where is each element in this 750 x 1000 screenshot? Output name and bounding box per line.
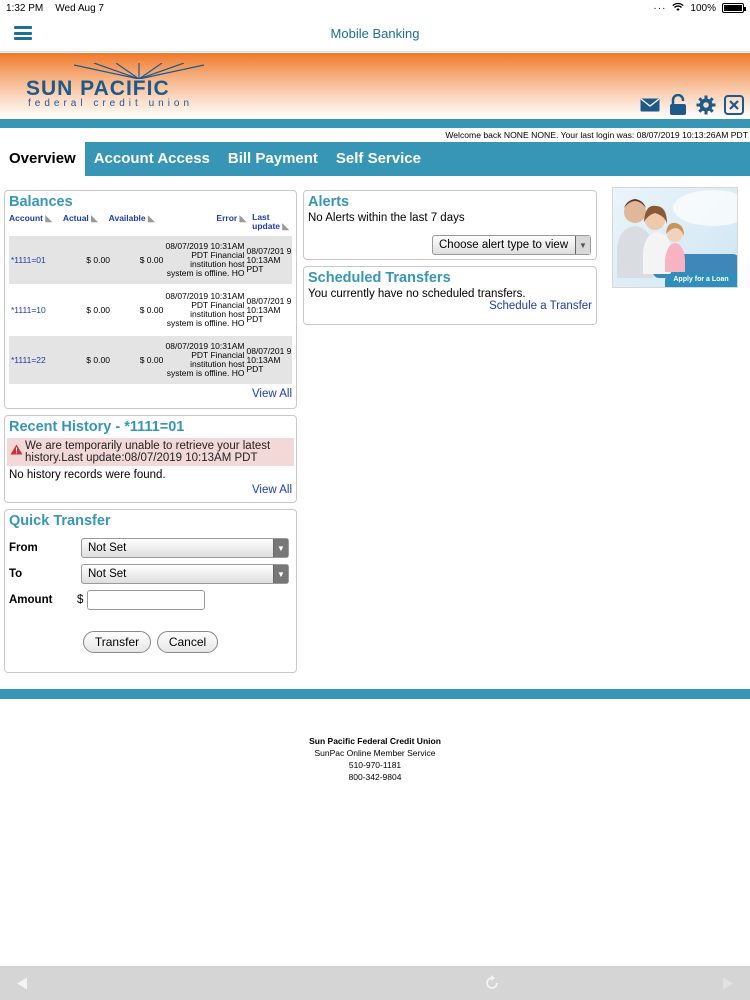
tab-overview[interactable]: Overview	[0, 142, 85, 176]
scheduled-transfers-title: Scheduled Transfers	[308, 270, 451, 286]
last-update: 08/07/201 9 10:13AM PDT	[246, 345, 292, 374]
error-text: 08/07/2019 10:31AM PDT Financial institution host system is offline. HO	[165, 341, 245, 378]
from-label: From	[9, 542, 38, 554]
dots-icon: ···	[653, 2, 667, 14]
actual-balance: $ 0.00	[86, 255, 110, 265]
mail-icon[interactable]	[640, 95, 660, 115]
history-view-all-link[interactable]: View All	[251, 484, 292, 496]
footer-service: SunPac Online Member Service	[314, 748, 436, 758]
col-actual[interactable]: Actual ◣	[62, 213, 98, 223]
footer-phone-2: 800-342-9804	[348, 772, 402, 782]
alerts-message: No Alerts within the last 7 days	[308, 212, 465, 224]
header-banner	[0, 53, 750, 119]
chevron-down-icon: ▼	[273, 539, 288, 557]
alert-type-value: Choose alert type to view	[439, 239, 569, 251]
apply-loan-banner[interactable]	[612, 187, 738, 288]
sort-icon: ◣	[239, 213, 247, 223]
status-date: Wed Aug 7	[55, 2, 104, 14]
history-warning	[7, 438, 294, 466]
welcome-message: Welcome back NONE NONE. Your last login was: 08/07/2019 10:13:26AM PDT	[445, 130, 748, 140]
sort-icon: ◣	[45, 213, 52, 223]
table-row	[9, 236, 292, 284]
recent-history-panel	[4, 415, 297, 503]
available-balance: $ 0.00	[139, 305, 164, 315]
sun-pacific-logo[interactable]	[24, 63, 214, 113]
currency-symbol: $	[77, 594, 84, 606]
history-warning-text: We are temporarily unable to retrieve your latest history.Last update:08/07/2019 10:13AM PDT	[25, 440, 271, 464]
account-link[interactable]: *1111=22	[11, 355, 46, 365]
status-bar	[0, 0, 750, 16]
error-text: 08/07/2019 10:31AM PDT Financial institution host system is offline. HO	[165, 291, 245, 328]
forward-icon[interactable]	[722, 977, 734, 990]
back-icon[interactable]	[16, 977, 28, 990]
to-select[interactable]	[81, 564, 289, 584]
logo-title: SUN PACIFIC	[26, 77, 170, 100]
sort-icon: ◣	[282, 221, 289, 231]
alerts-title: Alerts	[308, 194, 350, 210]
logo-subtitle: federal credit union	[28, 98, 194, 109]
table-row	[9, 286, 292, 334]
close-icon[interactable]	[724, 95, 744, 115]
alert-type-select[interactable]	[432, 235, 591, 255]
cancel-button[interactable]: Cancel	[157, 631, 218, 653]
history-empty-text: No history records were found.	[9, 469, 166, 481]
footer-name: Sun Pacific Federal Credit Union	[309, 736, 441, 746]
battery-fill	[724, 5, 742, 11]
actual-balance: $ 0.00	[86, 305, 110, 315]
header-divider	[0, 119, 750, 128]
quick-transfer-title: Quick Transfer	[9, 513, 111, 529]
last-update: 08/07/201 9 10:13AM PDT	[246, 245, 292, 274]
to-select-value: Not Set	[88, 568, 127, 580]
bottom-toolbar	[0, 966, 750, 1000]
chevron-down-icon: ▼	[273, 565, 288, 583]
battery-icon	[722, 3, 744, 13]
tab-account-access[interactable]: Account Access	[93, 150, 210, 167]
table-row	[9, 336, 292, 384]
nav-title: Mobile Banking	[330, 26, 420, 41]
main-tabs	[0, 142, 750, 176]
balances-title: Balances	[9, 194, 73, 210]
tab-bill-payment[interactable]: Bill Payment	[227, 150, 318, 167]
balances-header	[5, 210, 296, 234]
scheduled-transfers-panel	[303, 266, 597, 325]
warning-icon	[10, 444, 23, 455]
amount-input[interactable]	[87, 590, 205, 610]
menu-icon[interactable]	[14, 26, 32, 40]
account-link[interactable]: *1111=10	[11, 305, 46, 315]
sort-icon: ◣	[148, 213, 155, 223]
available-balance: $ 0.00	[139, 255, 164, 265]
sort-icon: ◣	[91, 213, 98, 223]
footer	[0, 735, 750, 783]
col-available[interactable]: Available ◣	[108, 213, 155, 223]
gear-icon[interactable]	[696, 95, 716, 115]
actual-balance: $ 0.00	[86, 355, 110, 365]
balances-panel	[4, 190, 297, 409]
from-select[interactable]	[81, 538, 289, 558]
account-link[interactable]: *1111=01	[11, 255, 46, 265]
amount-label: Amount	[9, 594, 53, 606]
apply-loan-label: Apply for a Loan	[665, 273, 737, 287]
from-select-value: Not Set	[88, 542, 127, 554]
chevron-down-icon: ▼	[575, 236, 590, 254]
alerts-panel	[303, 190, 597, 260]
footer-phone-1: 510-970-1181	[348, 760, 402, 770]
schedule-transfer-link[interactable]: Schedule a Transfer	[489, 300, 592, 312]
tab-self-service[interactable]: Self Service	[335, 150, 421, 167]
col-account[interactable]: Account ◣	[9, 213, 52, 223]
error-text: 08/07/2019 10:31AM PDT Financial institution host system is offline. HO	[165, 241, 245, 278]
wifi-icon	[672, 2, 684, 15]
lock-icon[interactable]	[668, 95, 688, 115]
last-update: 08/07/201 9 10:13AM PDT	[246, 295, 292, 324]
to-label: To	[9, 568, 23, 580]
status-time: 1:32 PM	[6, 2, 44, 14]
scheduled-transfers-message: You currently have no scheduled transfers.	[308, 288, 526, 300]
recent-history-title: Recent History - *1111=01	[9, 419, 185, 435]
col-last-update[interactable]: Last update ◣	[252, 212, 289, 231]
quick-transfer-panel	[4, 509, 297, 673]
balances-view-all-link[interactable]: View All	[251, 388, 292, 400]
available-balance: $ 0.00	[139, 355, 164, 365]
refresh-icon[interactable]	[484, 975, 500, 991]
app-navbar	[0, 16, 750, 52]
transfer-button[interactable]: Transfer	[83, 631, 151, 653]
footer-divider	[0, 689, 750, 699]
col-error[interactable]: Error ◣	[216, 213, 247, 223]
battery-percent: 100%	[690, 2, 716, 14]
